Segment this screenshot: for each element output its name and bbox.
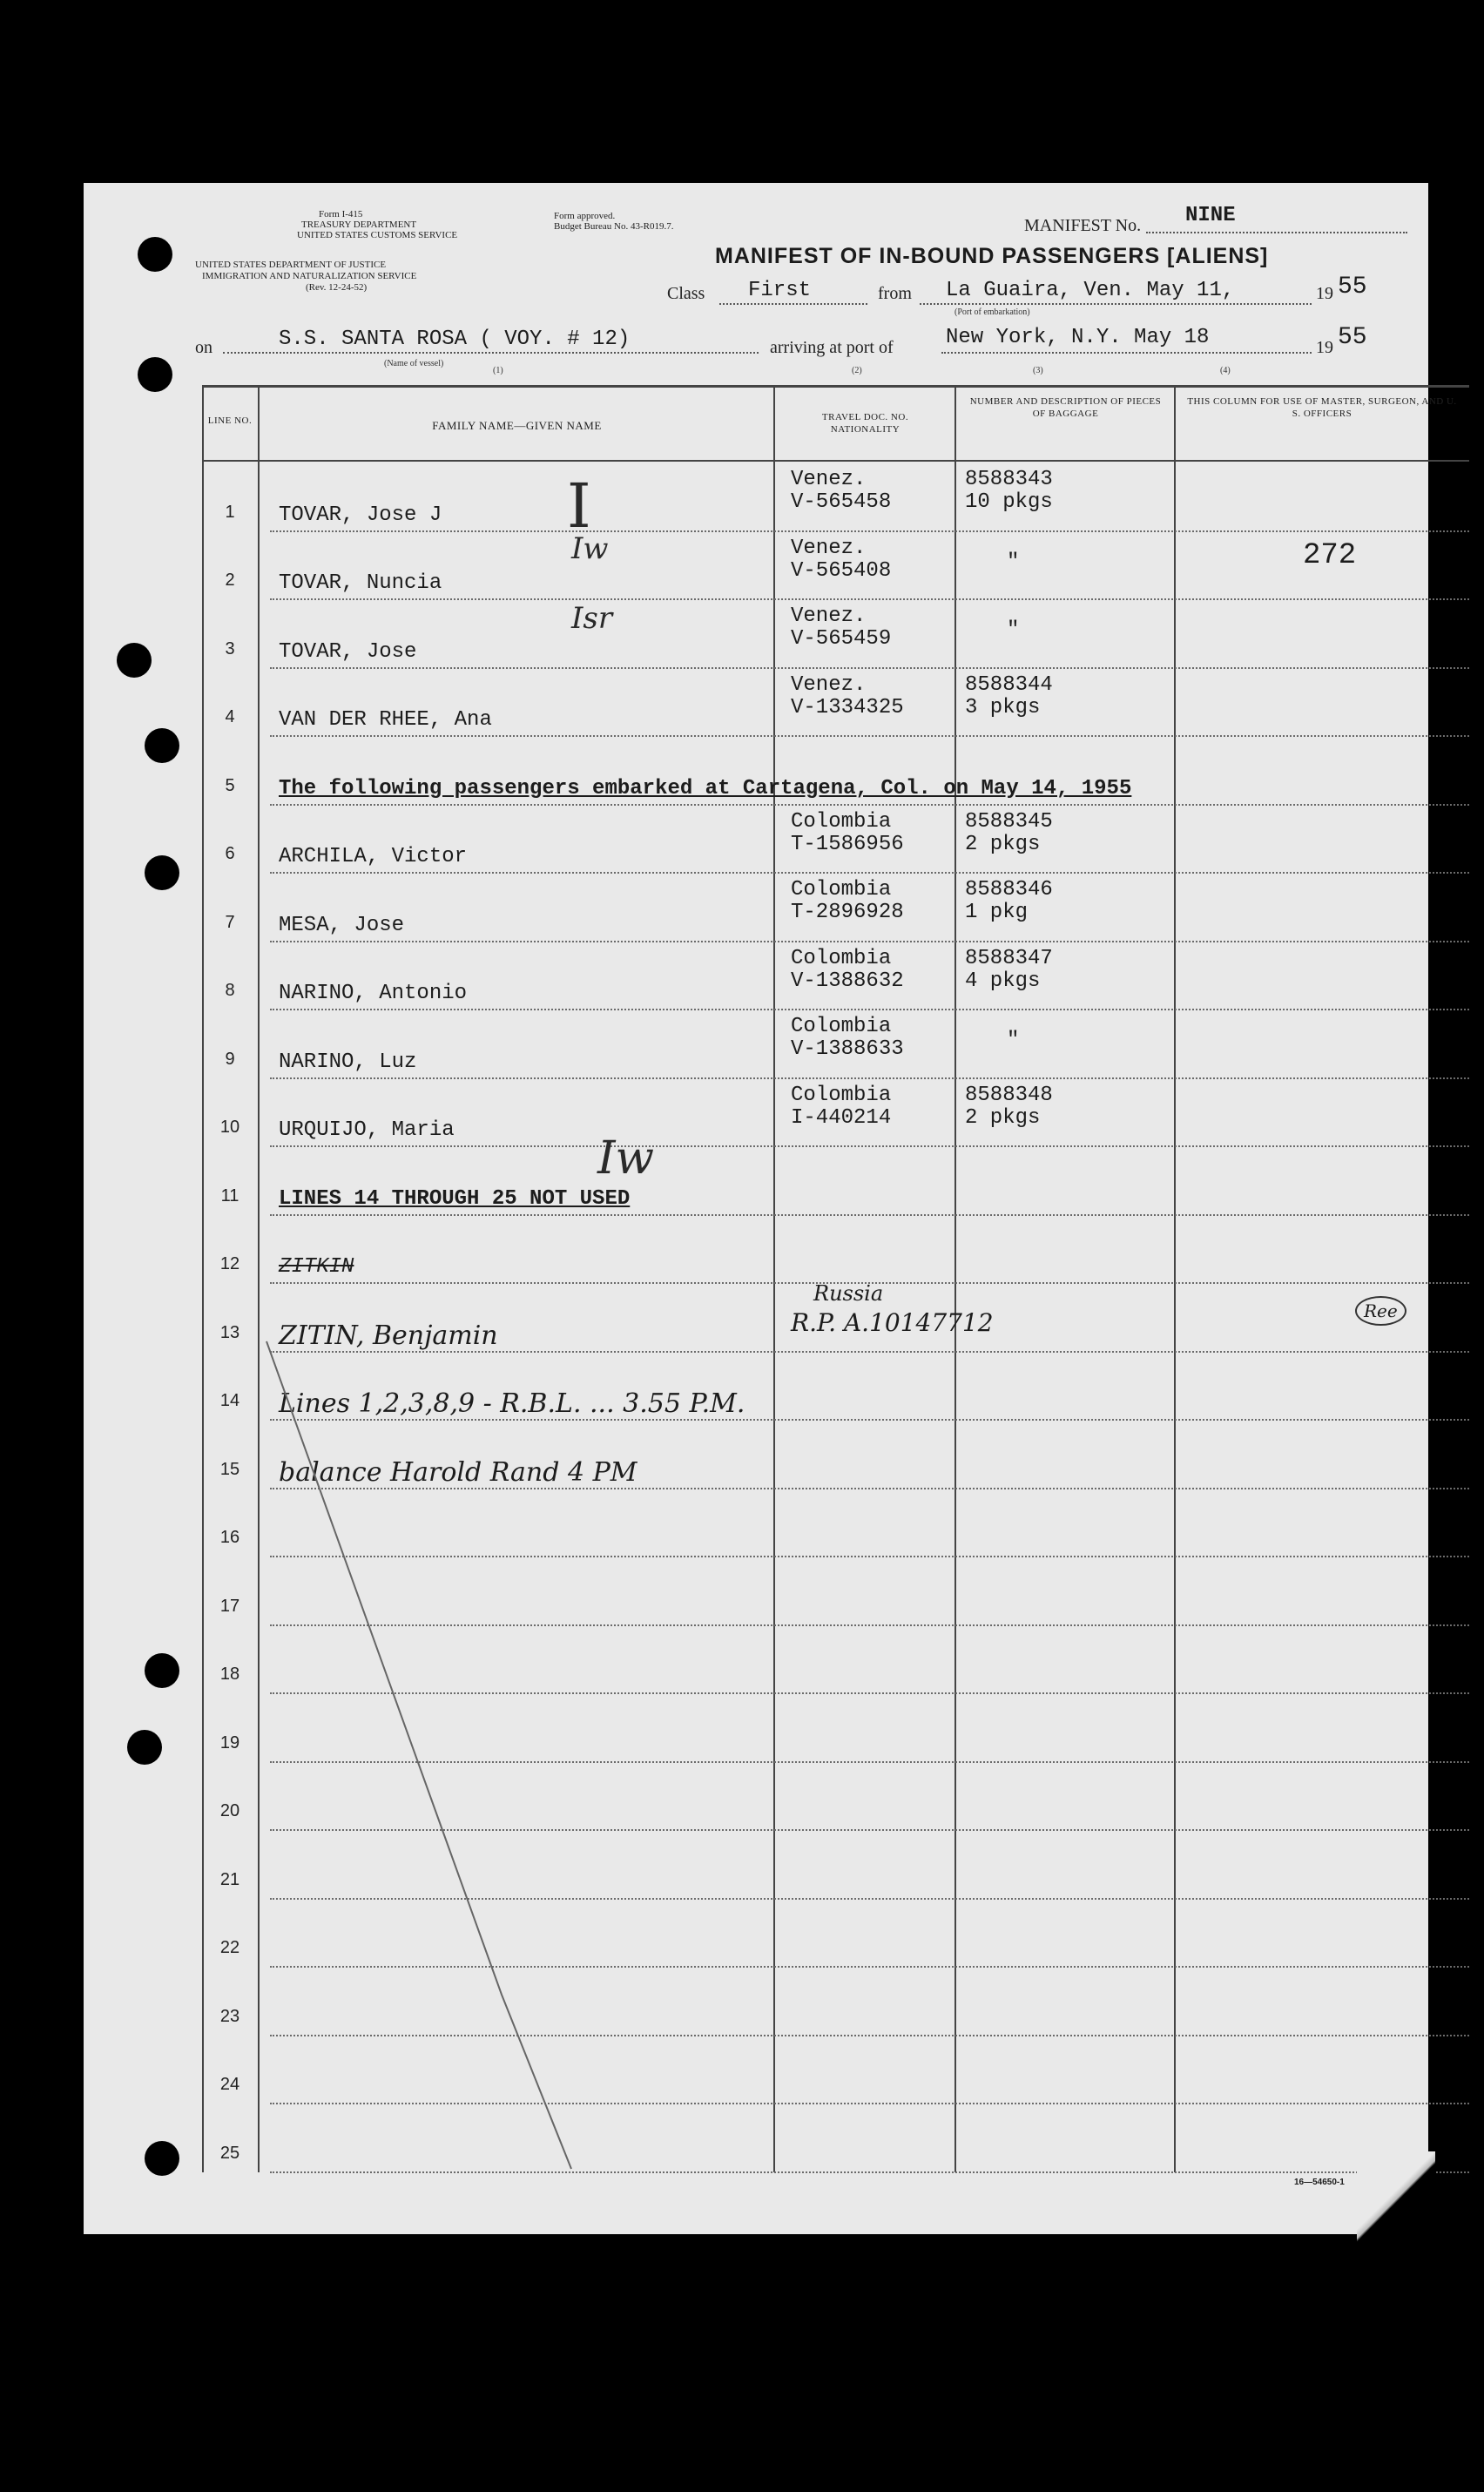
travel-doc-number: T-2896928: [791, 901, 904, 924]
col2-marker: (2): [852, 366, 862, 375]
baggage-number: ": [1007, 618, 1020, 642]
passenger-name: TOVAR, Jose: [279, 639, 417, 664]
baggage-description: 10 pkgs: [965, 490, 1053, 514]
arrival-value: New York, N.Y. May 18: [946, 326, 1210, 349]
line-number: 18: [219, 1665, 240, 1684]
folded-corner: [1357, 2151, 1435, 2247]
punch-hole: [145, 728, 179, 763]
baggage-number: ": [1007, 1029, 1020, 1052]
line-number: 2: [225, 571, 235, 590]
line-number: 1: [225, 502, 235, 522]
passenger-name: The following passengers embarked at Cartagena, Col. on May 14, 1955: [279, 776, 1132, 800]
punch-hole: [138, 237, 172, 272]
line-number: 22: [219, 1938, 240, 1957]
passenger-name: URQUIJO, Maria: [279, 1118, 455, 1142]
line-number: 12: [219, 1254, 240, 1273]
manifest-no: NINE: [1185, 204, 1236, 227]
travel-doc-number: V-1334325: [791, 695, 904, 719]
passenger-name: ARCHILA, Victor: [279, 845, 468, 868]
col-header-line-no: LINE NO.: [207, 415, 253, 426]
stamp-initial-2: Iw: [571, 531, 609, 566]
line-number: 10: [219, 1118, 240, 1137]
line-number: 5: [225, 775, 235, 795]
on-label: on: [195, 338, 212, 357]
travel-doc-number: V-1388633: [791, 1037, 904, 1061]
punch-hole: [117, 643, 152, 678]
line-number: 25: [219, 2143, 240, 2163]
line-number: 24: [219, 2075, 240, 2094]
form-approved: Form approved.: [554, 211, 616, 221]
from-value: La Guaira, Ven. May 11,: [946, 279, 1235, 302]
officer-note: Ree: [1355, 1296, 1406, 1326]
baggage-description: 4 pkgs: [965, 969, 1041, 993]
passenger-name: ZITKIN: [279, 1255, 354, 1279]
line-number: 7: [225, 912, 235, 932]
col4-marker: (4): [1220, 366, 1231, 375]
baggage-description: 2 pkgs: [965, 1105, 1041, 1130]
arriving-label: arriving at port of: [770, 338, 894, 357]
line-number: 6: [225, 844, 235, 863]
line-number: 14: [219, 1391, 240, 1410]
passenger-name: balance Harold Rand 4 PM: [279, 1456, 637, 1488]
line-number: 19: [219, 1732, 240, 1753]
passenger-name: NARINO, Luz: [279, 1050, 417, 1074]
travel-doc-number: R.P. A.10147712: [791, 1308, 994, 1337]
year-prefix-1: 19: [1316, 284, 1333, 303]
col3-marker: (3): [1033, 366, 1043, 375]
col-header-name: FAMILY NAME—GIVEN NAME: [432, 419, 602, 432]
footer-code: 16—54650-1: [1294, 2178, 1345, 2187]
year-prefix-2: 19: [1316, 338, 1333, 357]
nationality: Colombia: [791, 1015, 892, 1038]
punch-hole: [127, 1730, 162, 1765]
ins: IMMIGRATION AND NATURALIZATION SERVICE: [202, 271, 417, 281]
baggage-number: 8588343: [965, 468, 1053, 491]
stamp-initial-1: I: [567, 470, 591, 542]
manifest-no-label: MANIFEST No.: [1024, 216, 1142, 235]
baggage-number: 8588345: [965, 809, 1053, 834]
rev-date: (Rev. 12-24-52): [306, 282, 368, 293]
line-number: 8: [225, 981, 235, 1000]
punch-hole: [138, 357, 172, 392]
line-number: 11: [220, 1185, 239, 1205]
passenger-name: MESA, Jose: [279, 913, 405, 937]
passenger-name: ZITIN, Benjamin: [279, 1320, 498, 1351]
passenger-name: TOVAR, Nuncia: [279, 571, 442, 595]
nationality: Colombia: [791, 946, 892, 970]
baggage-number: 8588347: [965, 946, 1053, 970]
stamp-initial-4: Iw: [597, 1132, 655, 1185]
baggage-description: 2 pkgs: [965, 832, 1041, 856]
manifest-page: [84, 183, 1457, 2234]
baggage-number: 8588346: [965, 878, 1053, 902]
nationality: Venez.: [791, 672, 867, 697]
line-number: 3: [225, 638, 235, 658]
nationality: Venez.: [791, 468, 867, 491]
passenger-name: TOVAR, Jose J: [279, 503, 442, 527]
passenger-name: VAN DER RHEE, Ana: [279, 708, 492, 732]
baggage-description: 3 pkgs: [965, 695, 1041, 719]
passenger-name: Lines 1,2,3,8,9 - R.B.L. ... 3.55 P.M.: [279, 1388, 745, 1419]
line-number: 23: [219, 2006, 240, 2026]
col-header-baggage: NUMBER AND DESCRIPTION OF PIECES OF BAGGAGE: [969, 396, 1162, 419]
nationality: Colombia: [791, 1083, 892, 1107]
from-label: from: [878, 284, 912, 303]
port-embarkation-note: (Port of embarkation): [954, 307, 1030, 317]
line-number: 9: [225, 1049, 235, 1069]
line-number: 4: [225, 707, 235, 726]
passenger-name: NARINO, Antonio: [279, 982, 468, 1005]
baggage-number: 8588348: [965, 1083, 1053, 1107]
nationality: Venez.: [791, 536, 867, 560]
line-number: 17: [219, 1596, 240, 1616]
line-number: 21: [219, 1869, 240, 1889]
vessel-name: S.S. SANTA ROSA ( VOY. # 12): [279, 328, 631, 351]
nationality: Russia: [813, 1281, 884, 1306]
form-number: Form I-415: [319, 209, 363, 219]
travel-doc-number: V-1388632: [791, 969, 904, 993]
year-2: 55: [1338, 324, 1367, 351]
line-number: 20: [219, 1801, 240, 1820]
stamp-initial-3: Isr: [571, 601, 613, 636]
nationality: Venez.: [791, 604, 867, 628]
col1-marker: (1): [493, 366, 503, 375]
customs-service: UNITED STATES CUSTOMS SERVICE: [297, 230, 458, 240]
travel-doc-number: I-440214: [791, 1105, 892, 1130]
line-number: 15: [219, 1459, 240, 1479]
baggage-description: 1 pkg: [965, 901, 1029, 924]
justice-dept: UNITED STATES DEPARTMENT OF JUSTICE: [195, 260, 387, 270]
vessel-note: (Name of vessel): [384, 359, 444, 368]
punch-hole: [145, 1653, 179, 1688]
passenger-name: LINES 14 THROUGH 25 NOT USED: [279, 1186, 631, 1211]
baggage-number: 8588344: [965, 672, 1053, 697]
department: TREASURY DEPARTMENT: [301, 219, 417, 230]
officer-note: 272: [1303, 538, 1357, 572]
travel-doc-number: V-565458: [791, 490, 892, 514]
baggage-number: ": [1007, 550, 1020, 574]
pencil-diagonal-line: [84, 183, 1428, 2234]
line-number: 16: [219, 1528, 240, 1547]
class-label: Class: [667, 284, 705, 303]
year-1: 55: [1338, 274, 1367, 301]
travel-doc-number: V-565459: [791, 627, 892, 651]
travel-doc-number: T-1586956: [791, 832, 904, 856]
col-header-officers: THIS COLUMN FOR USE OF MASTER, SURGEON, AND U. S. OFFICERS: [1187, 396, 1457, 419]
punch-hole: [145, 855, 179, 890]
class-value: First: [748, 279, 812, 302]
travel-doc-number: V-565408: [791, 558, 892, 583]
col-header-travel-doc: TRAVEL DOC. NO. NATIONALITY: [821, 412, 909, 435]
punch-hole: [145, 2141, 179, 2176]
nationality: Colombia: [791, 809, 892, 834]
nationality: Colombia: [791, 878, 892, 902]
budget-bureau: Budget Bureau No. 43-R019.7.: [554, 221, 674, 232]
line-number: 13: [219, 1322, 240, 1342]
manifest-title: MANIFEST OF IN-BOUND PASSENGERS [ALIENS]: [715, 244, 1269, 268]
